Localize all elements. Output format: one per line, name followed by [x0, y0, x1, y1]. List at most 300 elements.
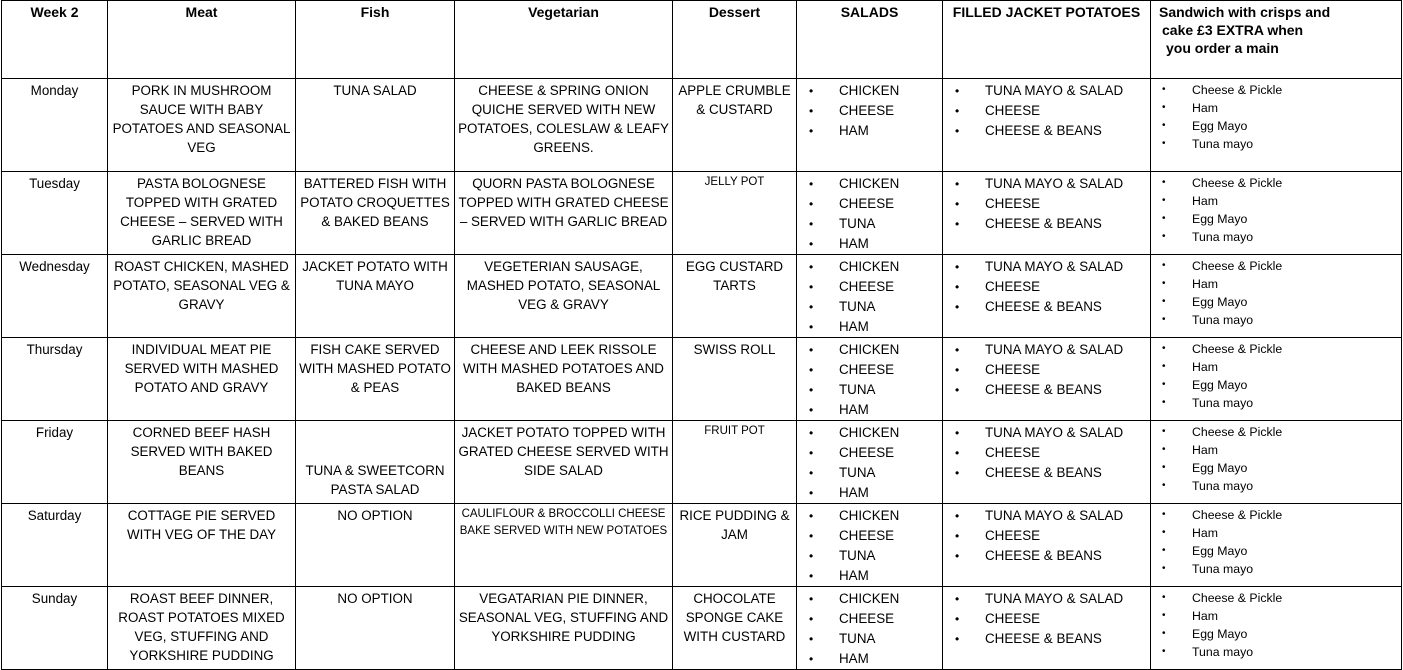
list-item-label: Tuna mayo [1192, 230, 1254, 244]
list-item [1154, 99, 1398, 117]
sandwich-cell [1151, 504, 1402, 587]
list-item [800, 443, 939, 463]
list-item [800, 506, 939, 526]
bullet-icon: • [1162, 444, 1166, 455]
salads-cell-list [800, 589, 939, 669]
bullet-icon: • [1162, 278, 1166, 289]
fish-cell: BATTERED FISH WITH POTATO CROQUETTES & BAKED BEANS [296, 172, 455, 255]
list-item-label: TUNA MAYO & SALAD [985, 508, 1124, 523]
list-item [1154, 192, 1398, 210]
list-item-label: Tuna mayo [1192, 396, 1254, 410]
salads-cell-list [800, 423, 939, 503]
list-item [1154, 210, 1398, 228]
salads-cell [797, 587, 943, 670]
list-item [1154, 477, 1398, 495]
list-item [1154, 358, 1398, 376]
list-item [800, 380, 939, 400]
bullet-icon: • [1162, 231, 1166, 242]
day-cell: Tuesday [2, 172, 108, 255]
meat-cell: PORK IN MUSHROOM SAUCE WITH BABY POTATOES AND SEASONAL VEG [108, 79, 296, 172]
salads-cell [797, 255, 943, 338]
sandwich-cell [1151, 587, 1402, 670]
bullet-icon: • [1162, 314, 1166, 325]
salads-cell-list [800, 340, 939, 420]
dessert-cell: JELLY POT [673, 172, 797, 255]
list-item-label: HAM [839, 485, 869, 500]
header-jacket-potatoes: FILLED JACKET POTATOES [943, 1, 1151, 79]
list-item [1154, 524, 1398, 542]
list-item [946, 360, 1147, 380]
list-item-label: HAM [839, 236, 869, 251]
sandwich-cell [1151, 421, 1402, 504]
list-item-label: CHEESE [839, 103, 895, 118]
list-item-label: Tuna mayo [1192, 137, 1254, 151]
menu-body [2, 79, 1402, 670]
list-item [800, 81, 939, 101]
list-item-label: CHEESE [985, 528, 1041, 543]
list-item [946, 174, 1147, 194]
list-item-label: TUNA MAYO & SALAD [985, 176, 1124, 191]
list-item-label: Cheese & Pickle [1192, 425, 1283, 439]
list-item [1154, 643, 1398, 661]
menu-row [2, 338, 1402, 421]
list-item-label: CHEESE [839, 445, 895, 460]
list-item [946, 526, 1147, 546]
bullet-icon: • [1162, 177, 1166, 188]
list-item-label: CHICKEN [839, 508, 900, 523]
list-item [1154, 625, 1398, 643]
menu-row [2, 172, 1402, 255]
list-item-label: CHEESE [985, 611, 1041, 626]
bullet-icon: • [1162, 610, 1166, 621]
header-week: Week 2 [2, 1, 108, 79]
bullet-icon: • [1162, 343, 1166, 354]
bullet-icon: • [955, 549, 960, 563]
sandwich-cell-list [1154, 423, 1398, 495]
list-item-label: CHEESE [985, 445, 1041, 460]
vegetarian-cell: JACKET POTATO TOPPED WITH GRATED CHEESE SERVED WITH SIDE SALAD [455, 421, 673, 504]
fish-cell: TUNA & SWEETCORN PASTA SALAD [296, 421, 455, 504]
list-item [800, 400, 939, 420]
list-item [1154, 117, 1398, 135]
bullet-icon: • [1162, 545, 1166, 556]
bullet-icon: • [955, 104, 960, 118]
list-item-label: TUNA [839, 299, 876, 314]
list-item [800, 194, 939, 214]
potatoes-cell [943, 421, 1151, 504]
bullet-icon: • [809, 300, 814, 314]
list-item-label: Cheese & Pickle [1192, 508, 1283, 522]
list-item-label: TUNA [839, 216, 876, 231]
header-salads: SALADS [797, 1, 943, 79]
list-item-label: Egg Mayo [1192, 544, 1248, 558]
list-item-label: TUNA MAYO & SALAD [985, 425, 1124, 440]
dessert-cell: EGG CUSTARD TARTS [673, 255, 797, 338]
bullet-icon: • [1162, 527, 1166, 538]
header-sandwich-line3: you order a main [1166, 40, 1279, 56]
list-item-label: Tuna mayo [1192, 562, 1254, 576]
potatoes-cell [943, 338, 1151, 421]
bullet-icon: • [1162, 296, 1166, 307]
bullet-icon: • [955, 84, 960, 98]
list-item-label: Cheese & Pickle [1192, 259, 1283, 273]
list-item [800, 257, 939, 277]
bullet-icon: • [955, 343, 960, 357]
list-item-label: CHEESE & BEANS [985, 465, 1102, 480]
sandwich-cell [1151, 255, 1402, 338]
bullet-icon: • [809, 466, 814, 480]
sandwich-cell [1151, 79, 1402, 172]
dessert-cell: FRUIT POT [673, 421, 797, 504]
potatoes-cell [943, 504, 1151, 587]
potatoes-cell-list [946, 340, 1147, 400]
list-item-label: CHICKEN [839, 259, 900, 274]
list-item [1154, 560, 1398, 578]
list-item-label: CHEESE [839, 279, 895, 294]
sandwich-cell-list [1154, 506, 1398, 578]
sandwich-cell-list [1154, 257, 1398, 329]
list-item [800, 566, 939, 586]
list-item [800, 234, 939, 254]
salads-cell [797, 504, 943, 587]
list-item [946, 101, 1147, 121]
dessert-cell: CHOCOLATE SPONGE CAKE WITH CUSTARD [673, 587, 797, 670]
list-item [800, 463, 939, 483]
bullet-icon: • [809, 509, 814, 523]
list-item-label: TUNA [839, 382, 876, 397]
list-item [946, 340, 1147, 360]
bullet-icon: • [809, 403, 814, 417]
salads-cell [797, 421, 943, 504]
bullet-icon: • [1162, 213, 1166, 224]
list-item [1154, 257, 1398, 275]
list-item-label: HAM [839, 651, 869, 666]
list-item [1154, 275, 1398, 293]
bullet-icon: • [1162, 260, 1166, 271]
list-item [800, 423, 939, 443]
list-item-label: CHEESE & BEANS [985, 548, 1102, 563]
vegetarian-cell: VEGETERIAN SAUSAGE, MASHED POTATO, SEASONAL VEG & GRAVY [455, 255, 673, 338]
bullet-icon: • [809, 446, 814, 460]
list-item [800, 297, 939, 317]
list-item [946, 443, 1147, 463]
list-item [946, 81, 1147, 101]
list-item-label: CHICKEN [839, 591, 900, 606]
meat-cell: COTTAGE PIE SERVED WITH VEG OF THE DAY [108, 504, 296, 587]
header-fish: Fish [296, 1, 455, 79]
bullet-icon: • [1162, 397, 1166, 408]
list-item [1154, 542, 1398, 560]
list-item-label: Egg Mayo [1192, 461, 1248, 475]
list-item-label: Egg Mayo [1192, 627, 1248, 641]
list-item [946, 380, 1147, 400]
sandwich-cell [1151, 172, 1402, 255]
list-item [800, 629, 939, 649]
potatoes-cell [943, 255, 1151, 338]
bullet-icon: • [1162, 628, 1166, 639]
bullet-icon: • [955, 260, 960, 274]
list-item [800, 649, 939, 669]
list-item-label: TUNA [839, 631, 876, 646]
bullet-icon: • [955, 280, 960, 294]
list-item [800, 360, 939, 380]
list-item [800, 121, 939, 141]
list-item-label: CHEESE & BEANS [985, 631, 1102, 646]
list-item-label: CHEESE [839, 362, 895, 377]
salads-cell [797, 338, 943, 421]
list-item-label: CHEESE [839, 196, 895, 211]
header-meat: Meat [108, 1, 296, 79]
list-item [946, 121, 1147, 141]
meat-cell: INDIVIDUAL MEAT PIE SERVED WITH MASHED POTATO AND GRAVY [108, 338, 296, 421]
list-item [946, 506, 1147, 526]
list-item [800, 589, 939, 609]
list-item-label: TUNA [839, 465, 876, 480]
list-item [1154, 174, 1398, 192]
bullet-icon: • [955, 446, 960, 460]
list-item-label: Tuna mayo [1192, 645, 1254, 659]
list-item-label: Tuna mayo [1192, 313, 1254, 327]
bullet-icon: • [955, 197, 960, 211]
list-item [800, 101, 939, 121]
list-item [946, 423, 1147, 443]
header-row [2, 1, 1402, 79]
meat-cell: CORNED BEEF HASH SERVED WITH BAKED BEANS [108, 421, 296, 504]
list-item-label: Egg Mayo [1192, 295, 1248, 309]
list-item-label: Egg Mayo [1192, 212, 1248, 226]
bullet-icon: • [1162, 646, 1166, 657]
list-item [800, 277, 939, 297]
potatoes-cell-list [946, 257, 1147, 317]
bullet-icon: • [955, 612, 960, 626]
sandwich-cell-list [1154, 81, 1398, 153]
list-item-label: Ham [1192, 609, 1218, 623]
bullet-icon: • [809, 383, 814, 397]
bullet-icon: • [955, 466, 960, 480]
list-item [946, 214, 1147, 234]
list-item [1154, 506, 1398, 524]
vegetarian-cell: QUORN PASTA BOLOGNESE TOPPED WITH GRATED CHEESE – SERVED WITH GARLIC BREAD [455, 172, 673, 255]
list-item-label: Tuna mayo [1192, 479, 1254, 493]
list-item [1154, 589, 1398, 607]
bullet-icon: • [809, 320, 814, 334]
bullet-icon: • [955, 124, 960, 138]
list-item-label: CHEESE [839, 528, 895, 543]
day-cell: Friday [2, 421, 108, 504]
bullet-icon: • [809, 592, 814, 606]
list-item [1154, 228, 1398, 246]
bullet-icon: • [955, 592, 960, 606]
list-item [800, 214, 939, 234]
sandwich-cell-list [1154, 174, 1398, 246]
bullet-icon: • [955, 529, 960, 543]
list-item-label: TUNA [839, 548, 876, 563]
fish-cell: NO OPTION [296, 504, 455, 587]
potatoes-cell-list [946, 174, 1147, 234]
list-item [946, 609, 1147, 629]
bullet-icon: • [1162, 361, 1166, 372]
bullet-icon: • [1162, 138, 1166, 149]
list-item [1154, 311, 1398, 329]
list-item [946, 546, 1147, 566]
bullet-icon: • [809, 486, 814, 500]
list-item-label: Egg Mayo [1192, 378, 1248, 392]
list-item-label: HAM [839, 123, 869, 138]
list-item [946, 194, 1147, 214]
vegetarian-cell: CHEESE AND LEEK RISSOLE WITH MASHED POTATOES AND BAKED BEANS [455, 338, 673, 421]
weekly-menu-table [1, 0, 1402, 670]
list-item [800, 174, 939, 194]
list-item-label: Cheese & Pickle [1192, 591, 1283, 605]
menu-row [2, 587, 1402, 670]
header-sandwich-line2: cake £3 EXTRA when [1162, 22, 1304, 38]
meat-cell: ROAST CHICKEN, MASHED POTATO, SEASONAL VEG & GRAVY [108, 255, 296, 338]
list-item-label: CHEESE & BEANS [985, 123, 1102, 138]
bullet-icon: • [809, 177, 814, 191]
list-item [800, 526, 939, 546]
sandwich-cell [1151, 338, 1402, 421]
bullet-icon: • [955, 509, 960, 523]
bullet-icon: • [809, 217, 814, 231]
bullet-icon: • [955, 217, 960, 231]
list-item-label: Ham [1192, 194, 1218, 208]
menu-row [2, 504, 1402, 587]
fish-cell: NO OPTION [296, 587, 455, 670]
list-item-label: CHEESE & BEANS [985, 382, 1102, 397]
list-item [1154, 607, 1398, 625]
list-item [1154, 394, 1398, 412]
salads-cell-list [800, 506, 939, 586]
sandwich-cell-list [1154, 340, 1398, 412]
bullet-icon: • [955, 426, 960, 440]
dessert-cell: APPLE CRUMBLE & CUSTARD [673, 79, 797, 172]
list-item-label: CHEESE [839, 611, 895, 626]
day-cell: Saturday [2, 504, 108, 587]
fish-cell: JACKET POTATO WITH TUNA MAYO [296, 255, 455, 338]
list-item [946, 277, 1147, 297]
bullet-icon: • [809, 549, 814, 563]
potatoes-cell [943, 79, 1151, 172]
fish-cell: FISH CAKE SERVED WITH MASHED POTATO & PEAS [296, 338, 455, 421]
fish-cell: TUNA SALAD [296, 79, 455, 172]
list-item [800, 483, 939, 503]
header-vegetarian: Vegetarian [455, 1, 673, 79]
day-cell: Wednesday [2, 255, 108, 338]
bullet-icon: • [809, 197, 814, 211]
list-item-label: CHEESE & BEANS [985, 216, 1102, 231]
list-item-label: CHEESE [985, 196, 1041, 211]
list-item-label: CHICKEN [839, 425, 900, 440]
list-item [946, 589, 1147, 609]
list-item [1154, 135, 1398, 153]
bullet-icon: • [955, 383, 960, 397]
day-cell: Monday [2, 79, 108, 172]
bullet-icon: • [809, 363, 814, 377]
list-item-label: CHEESE [985, 279, 1041, 294]
salads-cell-list [800, 81, 939, 141]
list-item-label: Ham [1192, 526, 1218, 540]
bullet-icon: • [809, 612, 814, 626]
list-item-label: Egg Mayo [1192, 119, 1248, 133]
list-item-label: Cheese & Pickle [1192, 342, 1283, 356]
bullet-icon: • [955, 300, 960, 314]
bullet-icon: • [1162, 509, 1166, 520]
bullet-icon: • [809, 260, 814, 274]
list-item [1154, 459, 1398, 477]
bullet-icon: • [1162, 563, 1166, 574]
menu-row [2, 79, 1402, 172]
list-item [946, 257, 1147, 277]
salads-cell-list [800, 174, 939, 254]
bullet-icon: • [809, 280, 814, 294]
salads-cell [797, 79, 943, 172]
bullet-icon: • [809, 529, 814, 543]
bullet-icon: • [955, 363, 960, 377]
list-item-label: HAM [839, 568, 869, 583]
list-item-label: CHICKEN [839, 176, 900, 191]
vegetarian-cell: VEGATARIAN PIE DINNER, SEASONAL VEG, STUFFING AND YORKSHIRE PUDDING [455, 587, 673, 670]
day-cell: Sunday [2, 587, 108, 670]
menu-row [2, 421, 1402, 504]
vegetarian-cell: CHEESE & SPRING ONION QUICHE SERVED WITH NEW POTATOES, COLESLAW & LEAFY GREENS. [455, 79, 673, 172]
list-item-label: TUNA MAYO & SALAD [985, 342, 1124, 357]
list-item-label: TUNA MAYO & SALAD [985, 259, 1124, 274]
bullet-icon: • [1162, 379, 1166, 390]
list-item [946, 463, 1147, 483]
potatoes-cell [943, 172, 1151, 255]
bullet-icon: • [1162, 195, 1166, 206]
list-item-label: Cheese & Pickle [1192, 83, 1283, 97]
list-item-label: CHICKEN [839, 83, 900, 98]
bullet-icon: • [809, 84, 814, 98]
bullet-icon: • [809, 569, 814, 583]
header-sandwich [1151, 1, 1402, 79]
list-item-label: CHEESE & BEANS [985, 299, 1102, 314]
list-item [1154, 81, 1398, 99]
potatoes-cell-list [946, 506, 1147, 566]
header-sandwich-line1: Sandwich with crisps and [1159, 4, 1331, 20]
bullet-icon: • [809, 652, 814, 666]
list-item-label: Ham [1192, 101, 1218, 115]
list-item [1154, 423, 1398, 441]
list-item-label: CHICKEN [839, 342, 900, 357]
list-item [800, 546, 939, 566]
potatoes-cell [943, 587, 1151, 670]
list-item-label: CHEESE [985, 362, 1041, 377]
salads-cell [797, 172, 943, 255]
list-item [800, 317, 939, 337]
menu-row [2, 255, 1402, 338]
bullet-icon: • [1162, 592, 1166, 603]
bullet-icon: • [809, 426, 814, 440]
bullet-icon: • [809, 237, 814, 251]
list-item [1154, 293, 1398, 311]
list-item [1154, 441, 1398, 459]
bullet-icon: • [809, 104, 814, 118]
vegetarian-cell: CAULIFLOUR & BROCCOLLI CHEESE BAKE SERVED WITH NEW POTATOES [455, 504, 673, 587]
list-item-label: CHEESE [985, 103, 1041, 118]
dessert-cell: RICE PUDDING & JAM [673, 504, 797, 587]
potatoes-cell-list [946, 81, 1147, 141]
list-item-label: Ham [1192, 360, 1218, 374]
bullet-icon: • [1162, 102, 1166, 113]
list-item [1154, 340, 1398, 358]
bullet-icon: • [1162, 462, 1166, 473]
list-item [1154, 376, 1398, 394]
meat-cell: PASTA BOLOGNESE TOPPED WITH GRATED CHEESE – SERVED WITH GARLIC BREAD [108, 172, 296, 255]
bullet-icon: • [955, 632, 960, 646]
list-item [800, 340, 939, 360]
